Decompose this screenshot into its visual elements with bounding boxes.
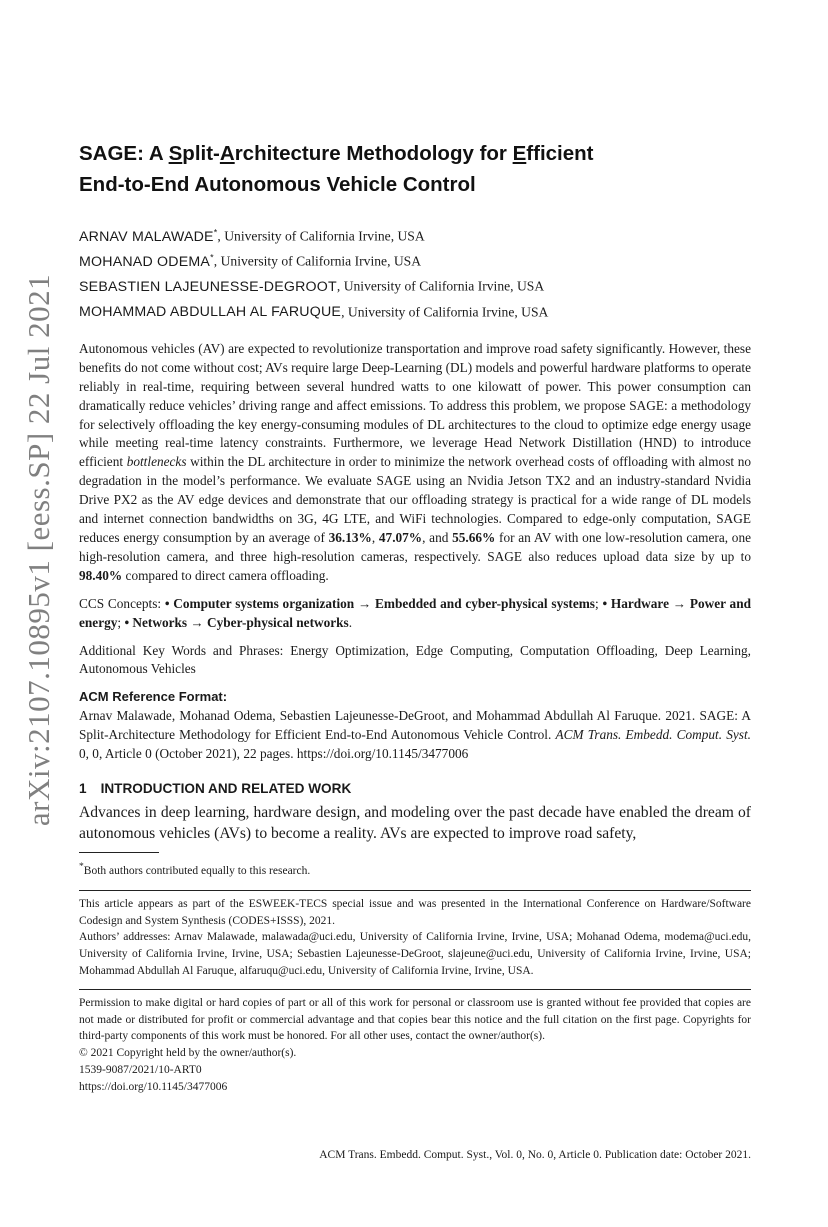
section-heading: 1 INTRODUCTION AND RELATED WORK: [79, 780, 352, 796]
arxiv-sidebar-stamp: [18, 250, 60, 850]
article-note: This article appears as part of the ESWEEK-TECS special issue and was presented in the International Conference on Hardware/Software Codesign and System Synthesis (CODES+ISSS), 2021.: [79, 897, 751, 927]
author-entry: MOHANAD ODEMA*, University of California Irvine, USA: [79, 252, 422, 270]
page-footer: ACM Trans. Embedd. Comput. Syst., Vol. 0, No. 0, Article 0. Publication date: October 2021.: [319, 1149, 751, 1161]
paper-page: [79, 138, 751, 1096]
reference-format: Arnav Malawade, Mohanad Odema, Sebastien Lajeunesse-DeGroot, and Mohammad Abdullah Al Faruque. 2021. SAGE: A Split-Architecture Methodology for Efficient End-to-End Autonomous Vehicle Control. ACM Trans. Embedd. Comput. Syst. 0, 0, Article 0 (October 2021), 22 pages. https://doi.org/10.1145/3477006: [79, 708, 751, 762]
issn-line: 1539-9087/2021/10-ART0: [79, 1063, 202, 1076]
copyright-line: © 2021 Copyright held by the owner/author(s).: [79, 1047, 297, 1060]
arxiv-identifier: arXiv:2107.10895v1 [eess.SP] 22 Jul 2021: [21, 273, 56, 827]
permission-notice: Permission to make digital or hard copies of part or all of this work for personal or classroom use is granted without fee provided that copies are not made or distributed for profit or commercial advantage and that copies bear this notice and the full citation on the first page. Copyrights for third-party components of this work must be honored. For all other uses, contact the owner/author(s).: [79, 996, 751, 1043]
abstract: Autonomous vehicles (AV) are expected to revolutionize transportation and improve road safety significantly. However, these benefits do not come without cost; AVs require large Deep-Learning (DL) models and powerful hardware platforms to operate reliably in real-time, requiring between several hundred watts to one kilowatt of power. This power consumption can dramatically reduce vehicles’ driving range and affect emissions. To address this problem, we propose SAGE: a methodology for selectively offloading the key energy-consuming modules of DL architectures to the cloud to optimize edge energy usage while meeting real-time latency constraints. Furthermore, we leverage Head Network Distillation (HND) to introduce efficient bottlenecks within the DL architecture in order to minimize the network overhead costs of offloading with almost no degradation in the model’s performance. We evaluate SAGE using an Nvidia Jetson TX2 and an industry-standard Nvidia Drive PX2 as the AV edge devices and demonstrate that our offloading strategy is practical for a wide range of DL models and internet connection bandwidths on 3G, 4G LTE, and WiFi technologies. Compared to edge-only computation, SAGE reduces energy consumption by an average of 36.13%, 47.07%, and 55.66% for an AV with one low-resolution camera, one high-resolution camera, and three high-resolution cameras, respectively. SAGE also reduces upload data size by up to 98.40% compared to direct camera offloading.: [79, 340, 752, 583]
author-list: [79, 222, 751, 323]
paper-title: SAGE: A Split-Architecture Methodology for Efficient End-to-End Autonomous Vehicle Control: [79, 142, 594, 196]
introduction-text: Advances in deep learning, hardware design, and modeling over the past decade have enabled the dream of autonomous vehicles (AVs) to become a reality. AVs are expected to improve road safety,: [79, 803, 751, 842]
divider: [79, 989, 751, 990]
footnote-divider: [79, 852, 159, 853]
author-entry: SEBASTIEN LAJEUNESSE-DEGROOT, University of California Irvine, USA: [79, 279, 545, 296]
reference-format-heading: ACM Reference Format:: [79, 689, 228, 705]
keywords: Additional Key Words and Phrases: Energy Optimization, Edge Computing, Computation Offloading, Deep Learning, Autonomous Vehicles: [79, 642, 751, 677]
ccs-concepts: CCS Concepts: • Computer systems organization → Embedded and cyber-physical systems; • Hardware → Power and energy; • Networks → Cyber-physical networks.: [79, 595, 751, 630]
divider: [79, 890, 751, 891]
author-entry: ARNAV MALAWADE*, University of California Irvine, USA: [79, 227, 425, 245]
author-entry: MOHAMMAD ABDULLAH AL FARUQUE, University of California Irvine, USA: [79, 304, 549, 321]
footnote: *Both authors contributed equally to this research.: [79, 860, 311, 877]
author-addresses: Authors’ addresses: Arnav Malawade, malawada@uci.edu, University of California Irvine, Irvine, USA; Mohanad Odema, modema@uci.edu, University of California Irvine, Irvine, USA; Sebastien Lajeunesse-DeGroot, slajeune@uci.edu, University of California Irvine, Irvine, USA; Mohammad Abdullah Al Faruque, alfaruqu@uci.edu, University of California Irvine, Irvine, USA.: [79, 931, 751, 977]
doi-link[interactable]: https://doi.org/10.1145/3477006: [79, 1080, 228, 1093]
